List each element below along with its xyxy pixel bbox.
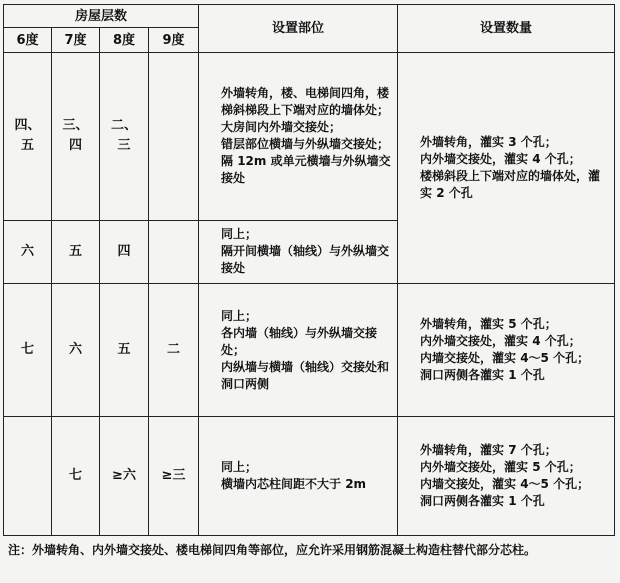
quantity-cell — [398, 53, 615, 284]
header-9-degree: 9度 — [149, 28, 199, 53]
quantity-line: 楼梯斜段上下端对应的墙体处，灌实 2 个孔 — [420, 169, 601, 201]
table-row — [4, 53, 615, 220]
position-line: 同上； — [221, 308, 258, 323]
header-position: 设置部位 — [199, 5, 398, 53]
header-floors: 房屋层数 — [4, 5, 199, 28]
quantity-line: 内外墙交接处，灌实 4 个孔； — [420, 152, 581, 167]
position-line: 隔开间横墙（轴线）与外纵墙交接处 — [221, 244, 390, 276]
position-line: 大房间内外墙交接处； — [221, 120, 342, 135]
position-line: 同上； — [221, 460, 258, 475]
level-7-degree: 七 — [52, 417, 100, 536]
header-6-degree: 6度 — [4, 28, 52, 53]
level-7-degree: 六 — [52, 284, 100, 417]
quantity-cell — [398, 417, 615, 536]
table-note: 注：外墙转角、内外墙交接处、楼电梯间四角等部位，应允许采用钢筋混凝土构造柱替代部分芯柱。 — [8, 543, 537, 557]
table-row — [4, 284, 615, 417]
level-8-degree: 四 — [100, 220, 149, 283]
level-8-degree: ≥六 — [100, 417, 149, 536]
header-8-degree: 8度 — [100, 28, 149, 53]
level-9-degree — [149, 220, 199, 283]
quantity-line: 洞口两侧各灌实 1 个孔 — [420, 494, 545, 509]
position-cell — [199, 220, 398, 283]
header-7-degree: 7度 — [52, 28, 100, 53]
level-9-degree — [149, 53, 199, 220]
quantity-line: 洞口两侧各灌实 1 个孔 — [420, 368, 545, 383]
level-9-degree: 二 — [149, 284, 199, 417]
core-column-table — [3, 4, 615, 536]
position-line: 隔 12m 或单元横墙与外纵墙交接处 — [221, 154, 391, 186]
position-line: 各内墙（轴线）与外纵墙交接处； — [221, 325, 378, 357]
level-7-degree: 五 — [52, 220, 100, 283]
position-line: 横墙内芯柱间距不大于 2m — [221, 477, 367, 492]
quantity-line: 内墙交接处，灌实 4～5 个孔； — [420, 351, 590, 366]
position-line: 错层部位横墙与外纵墙交接处； — [221, 137, 390, 152]
level-6-degree: 六 — [4, 220, 52, 283]
quantity-line: 外墙转角，灌实 7 个孔； — [420, 443, 557, 458]
level-8-degree: 二、 三 — [100, 53, 149, 220]
quantity-line: 外墙转角，灌实 5 个孔； — [420, 317, 557, 332]
position-line: 内纵墙与横墙（轴线）交接处和洞口两侧 — [221, 359, 390, 391]
position-line: 同上； — [221, 227, 258, 242]
level-6-degree: 七 — [4, 284, 52, 417]
quantity-line: 外墙转角，灌实 3 个孔； — [420, 135, 557, 150]
quantity-line: 内外墙交接处，灌实 5 个孔； — [420, 460, 581, 475]
level-8-degree: 五 — [100, 284, 149, 417]
level-9-degree: ≥三 — [149, 417, 199, 536]
quantity-line: 内外墙交接处，灌实 4 个孔； — [420, 334, 581, 349]
level-6-degree: 四、 五 — [4, 53, 52, 220]
position-cell — [199, 53, 398, 220]
quantity-cell — [398, 284, 615, 417]
position-cell — [199, 417, 398, 536]
level-6-degree — [4, 417, 52, 536]
level-7-degree: 三、 四 — [52, 53, 100, 220]
position-line: 外墙转角，楼、电梯间四角，楼梯斜梯段上下端对应的墙体处； — [221, 86, 390, 118]
table-row — [4, 417, 615, 536]
header-quantity: 设置数量 — [398, 5, 615, 53]
quantity-line: 内墙交接处，灌实 4～5 个孔； — [420, 477, 590, 492]
position-cell — [199, 284, 398, 417]
